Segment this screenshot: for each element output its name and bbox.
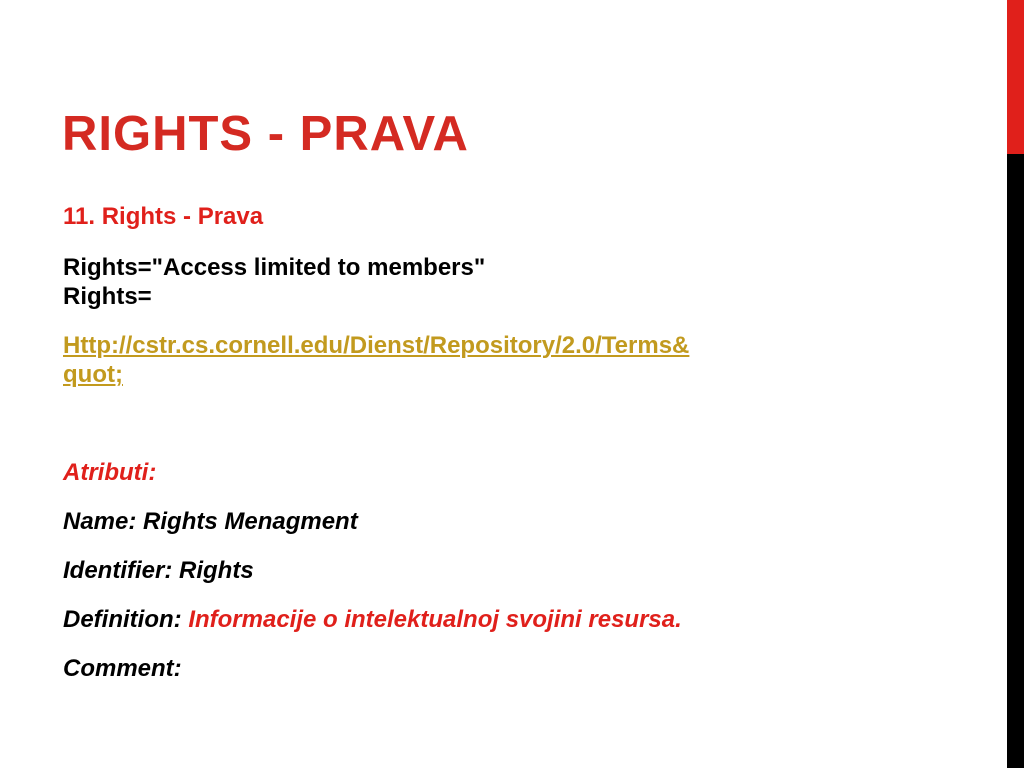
rights-value-line: Rights="Access limited to members": [63, 254, 486, 281]
side-accent-bar-black: [1007, 154, 1024, 768]
link-text-line2[interactable]: quot;: [63, 361, 123, 388]
attribute-comment: Comment:: [63, 655, 182, 682]
link-text-line1[interactable]: Http://cstr.cs.cornell.edu/Dienst/Repository/2.0/Terms&: [63, 332, 690, 359]
slide-title: RIGHTS - PRAVA: [62, 107, 469, 161]
section-heading: 11. Rights - Prava: [63, 203, 264, 230]
rights-empty-line: Rights=: [63, 283, 152, 310]
rights-terms-link[interactable]: [63, 332, 689, 388]
attribute-definition: [63, 605, 963, 634]
definition-value: Informacije o intelektualnoj svojini resursa.: [188, 606, 682, 633]
side-accent-bar-red: [1007, 0, 1024, 154]
attributes-label: Atributi:: [63, 459, 157, 486]
slide-body: [63, 202, 963, 683]
rights-link-block: [63, 331, 963, 389]
attribute-identifier: Identifier: Rights: [63, 557, 254, 584]
rights-block: [63, 253, 963, 311]
attribute-name: Name: Rights Menagment: [63, 508, 358, 535]
definition-label: Definition:: [63, 606, 189, 633]
